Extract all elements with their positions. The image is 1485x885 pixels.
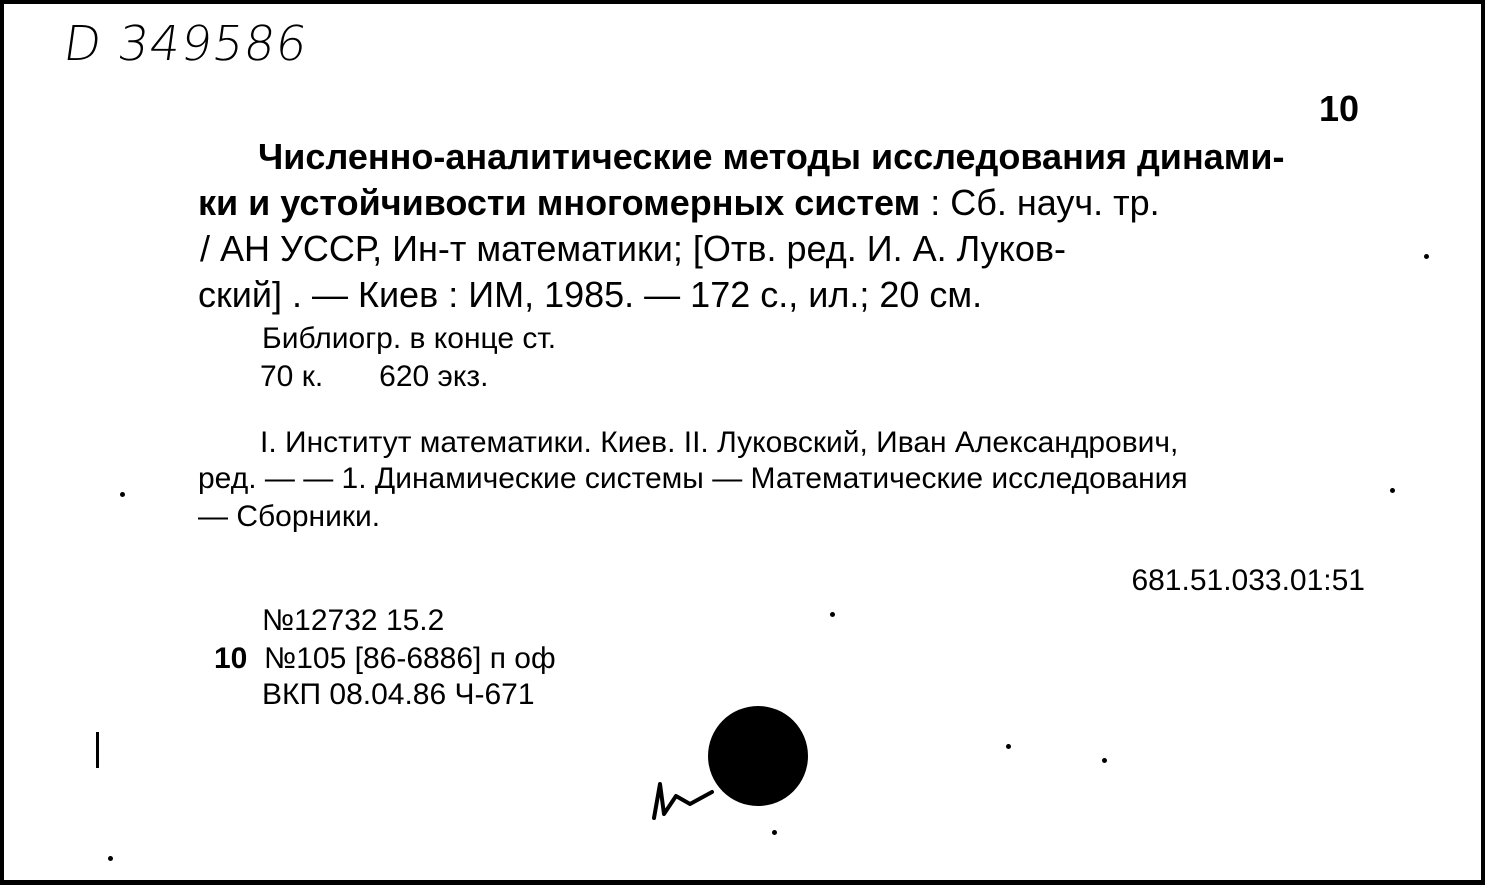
- title-normal-text: : Сб. науч. тр.: [920, 182, 1160, 223]
- speck: [1424, 254, 1429, 259]
- punch-hole: [708, 706, 808, 806]
- price: 70 к.: [260, 360, 324, 393]
- udc-code: 681.51.033.01:51: [1131, 564, 1365, 597]
- speck: [108, 856, 113, 861]
- bibliography-note: Библиогр. в конце ст.: [262, 322, 557, 355]
- copies: 620 экз.: [379, 360, 489, 393]
- catalog-line-2-text: №105 [86-6886] п оф: [264, 642, 556, 675]
- catalog-line-1: №12732 15.2: [262, 604, 445, 637]
- title-line-4: [198, 274, 982, 316]
- tracing-line-1: I. Институт математики. Киев. II. Луковский, Иван Александрович,: [260, 426, 1179, 459]
- catalog-line-2-prefix: 10: [214, 642, 248, 675]
- speck: [1006, 744, 1011, 749]
- card-number: 10: [1319, 88, 1360, 129]
- title-bold-text: ки и устойчивости многомерных систем: [198, 182, 921, 223]
- title-line-2: [198, 182, 1160, 224]
- tracing-line-2: ред. — — 1. Динамические системы — Математические исследования: [198, 462, 1188, 495]
- title-normal-text: ский] . — Киев : ИМ, 1985. — 172 с., ил.; 20 см.: [198, 274, 983, 315]
- catalog-line-3: ВКП 08.04.86 Ч-671: [262, 678, 535, 711]
- handwritten-accession-number: D 349586: [60, 16, 312, 72]
- title-line-1: [258, 136, 1284, 178]
- catalog-card: [4, 4, 1481, 880]
- title-normal-text: / АН УССР, Ин-т математики; [Отв. ред. И. А. Луков-: [200, 228, 1066, 269]
- title-bold-text: Численно-аналитические методы исследования динами-: [258, 136, 1285, 177]
- tracing-line-3: — Сборники.: [198, 500, 381, 533]
- speck: [772, 830, 777, 835]
- speck: [1102, 758, 1107, 763]
- speck: [1390, 488, 1395, 493]
- handwritten-initials: [650, 774, 720, 824]
- speck: [830, 612, 835, 617]
- catalog-line-2: [214, 642, 556, 676]
- handwritten-mark: [96, 732, 99, 768]
- speck: [120, 492, 125, 497]
- title-line-3: [200, 228, 1066, 270]
- price-copies-line: [260, 360, 488, 394]
